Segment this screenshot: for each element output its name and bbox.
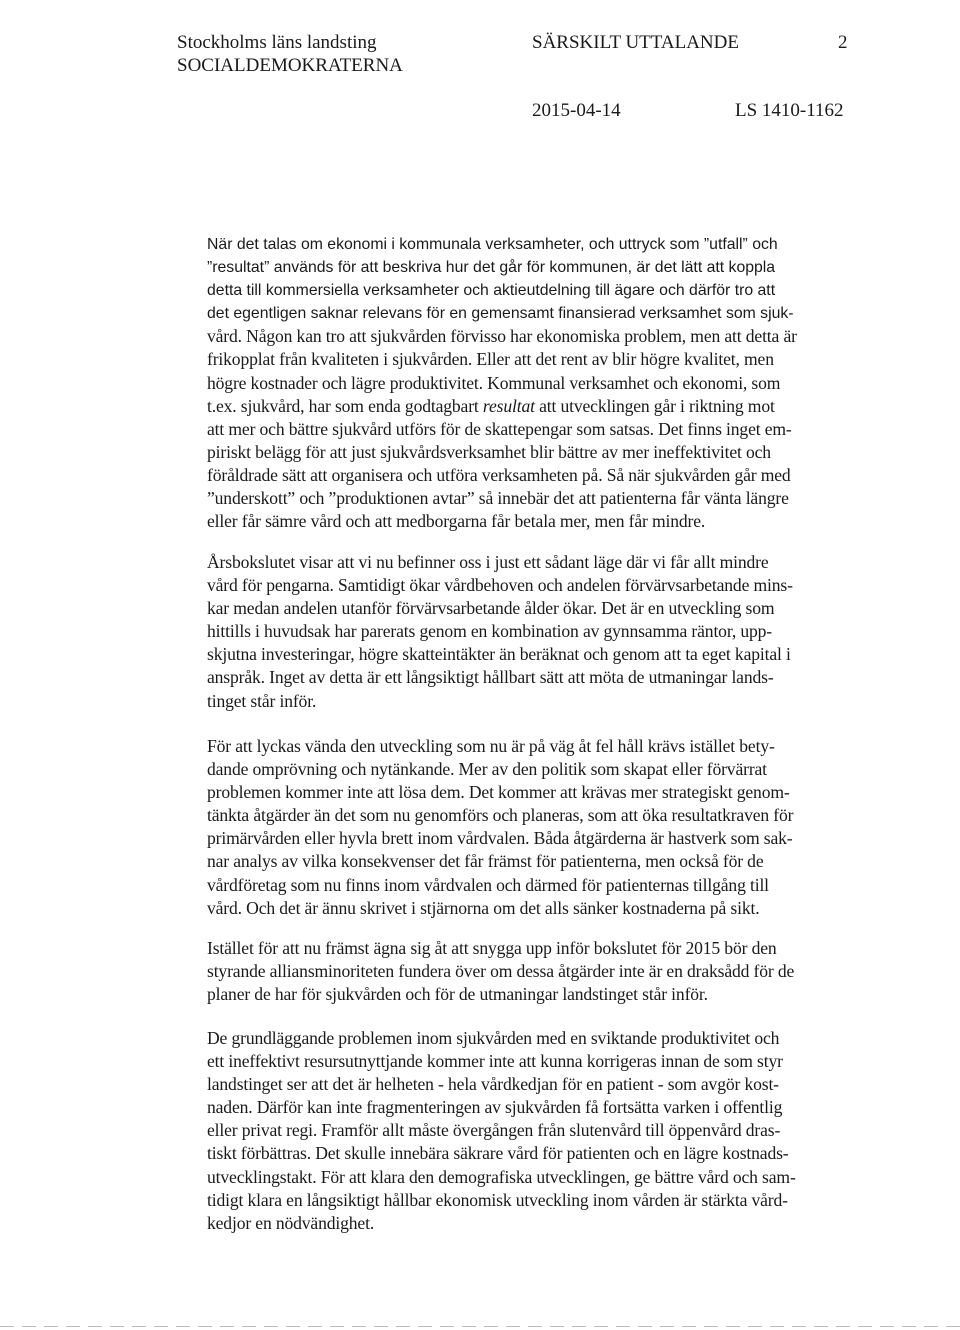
paragraph-line: tinget står inför.	[207, 690, 317, 711]
paragraph-line: vårdföretag som nu finns inom vårdvalen och därmed för patienternas tillgång till	[207, 874, 769, 895]
paragraph-line: piriskt belägg för att just sjukvårdsverksamhet blir bättre av mer ineffektivitet och	[207, 441, 771, 462]
paragraph-line: det egentligen saknar relevans för en gemensamt finansierad verksamhet som sjuk-	[207, 305, 794, 323]
emphasized-word: resultat	[482, 395, 535, 416]
paragraph-line: landstinget ser att det är helheten - hela vårdkedjan för en patient - som avgör kost-	[207, 1074, 779, 1095]
paragraph-line: kar medan andelen utanför förvärvsarbetande ålder ökar. Det är en utveckling som	[207, 598, 775, 619]
paragraph-line: anspråk. Inget av detta är ett långsiktigt hållbart sätt att möta de utmaningar lands-	[207, 667, 774, 688]
paragraph-line: När det talas om ekonomi i kommunala verksamheter, och uttryck som ”utfall” och	[207, 236, 778, 253]
paragraph-line: För att lyckas vända den utveckling som nu är på väg åt fel håll krävs istället bety-	[207, 736, 775, 756]
scan-artifact-line	[0, 1326, 960, 1327]
paragraph-line: Årsbokslutet visar att vi nu befinner oss i just ett sådant läge där vi får allt mindre	[207, 552, 769, 572]
paragraph-line: styrande alliansminoriteten fundera över om dessa åtgärder inte är en draksådd för de	[207, 961, 795, 982]
paragraph-line: skjutna investeringar, högre skatteintäkter än beräknat och genom att ta eget kapital i	[207, 644, 791, 665]
paragraph-lines	[207, 325, 867, 533]
paragraph-line: kedjor en nödvändighet.	[207, 1212, 375, 1233]
paragraph-line: högre kostnader och lägre produktivitet. Kommunal verksamhet och ekonomi, som	[207, 372, 781, 393]
paragraph-5	[207, 1027, 867, 1235]
paragraph-line: tidigt klara en långsiktigt hållbar ekonomisk utveckling inom vården är stärkta vård-	[207, 1189, 788, 1210]
paragraph-line: tiskt förbättras. Det skulle innebära säkrare vård för patienten och en lägre kostnads-	[207, 1143, 789, 1164]
paragraph-3	[207, 735, 867, 920]
paragraph-line: primärvården eller hyvla brett inom vårdvalen. Båda åtgärderna är hastverk som sak-	[207, 828, 793, 849]
paragraph-lines	[207, 233, 867, 325]
paragraph-line: t.ex. sjukvård, har som enda godtagbart resultat att utvecklingen går i riktning mot	[207, 395, 775, 416]
paragraph-line: nar analys av vilka konsekvenser det får främst för patienterna, men också för de	[207, 851, 764, 872]
paragraph-line: vård för pengarna. Samtidigt ökar vårdbehoven och andelen förvärvsarbetande mins-	[207, 575, 793, 596]
paragraph-line: ”resultat” används för att beskriva hur det går för kommunen, är det lätt att koppla	[207, 259, 776, 277]
header-page-number: 2	[838, 32, 848, 53]
paragraph-line: De grundläggande problemen inom sjukvården med en sviktande produktivitet och	[207, 1028, 780, 1048]
paragraph-line: vård. Någon kan tro att sjukvården förvisso har ekonomiska problem, men att detta är	[207, 326, 797, 347]
paragraph-line: eller får sämre vård och att medborgarna får betala mer, men får mindre.	[207, 511, 706, 532]
paragraph-line: planer de har för sjukvården och för de utmaningar landstinget står inför.	[207, 984, 708, 1005]
paragraph-line: tänkta åtgärder än det som nu genomförs och planeras, som att öka resultatkraven för	[207, 805, 794, 826]
paragraph-line: naden. Därför kan inte fragmenteringen av sjukvården få fortsätta varken i offentlig	[207, 1097, 783, 1118]
paragraph-line: ett ineffektivt resursutnyttjande kommer inte att kunna korrigeras innan de som styr	[207, 1051, 783, 1072]
paragraph-line: att mer och bättre sjukvård utförs för de skattepengar som satsas. Det finns inget em-	[207, 418, 792, 439]
paragraph-line: dande omprövning och nytänkande. Mer av den politik som skapat eller förvärrat	[207, 759, 767, 780]
paragraph-lines	[207, 735, 867, 920]
header-reference: LS 1410-1162	[735, 100, 844, 121]
header-organization: Stockholms läns landsting	[177, 32, 377, 53]
header-document-type: SÄRSKILT UTTALANDE	[532, 32, 739, 53]
header-date: 2015-04-14	[532, 100, 621, 121]
paragraph-1	[207, 233, 867, 533]
paragraph-4	[207, 937, 867, 1006]
paragraph-line: hittills i huvudsak har parerats genom en kombination av gynnsamma räntor, upp-	[207, 621, 772, 642]
header-party: SOCIALDEMOKRATERNA	[177, 55, 403, 76]
paragraph-2	[207, 551, 867, 713]
paragraph-lines	[207, 551, 867, 713]
paragraph-line: Istället för att nu främst ägna sig åt att snygga upp inför bokslutet för 2015 bör den	[207, 938, 777, 958]
paragraph-line: eller privat regi. Framför allt måste övergången från slutenvård till öppenvård dras-	[207, 1120, 781, 1141]
paragraph-line: föråldrade sätt att organisera och utföra verksamheten på. Så när sjukvården går med	[207, 464, 791, 485]
paragraph-line: ”underskott” och ”produktionen avtar” så innebär det att patienterna får vänta längre	[207, 488, 789, 509]
paragraph-line: frikopplat från kvaliteten i sjukvården. Eller att det rent av blir högre kvalitet, men	[207, 349, 774, 370]
paragraph-lines	[207, 937, 867, 1006]
paragraph-line: detta till kommersiella verksamheter och aktieutdelning till ägare och därför tro att	[207, 282, 776, 300]
paragraph-line: vård. Och det är ännu skrivet i stjärnorna om det alls sänker kostnaderna på sikt.	[207, 897, 760, 918]
paragraph-lines	[207, 1027, 867, 1235]
paragraph-line: problemen kommer inte att lösa dem. Det kommer att krävas mer strategiskt genom-	[207, 782, 790, 803]
paragraph-line: utvecklingstakt. För att klara den demografiska utvecklingen, ge bättre vård och sam-	[207, 1166, 796, 1187]
